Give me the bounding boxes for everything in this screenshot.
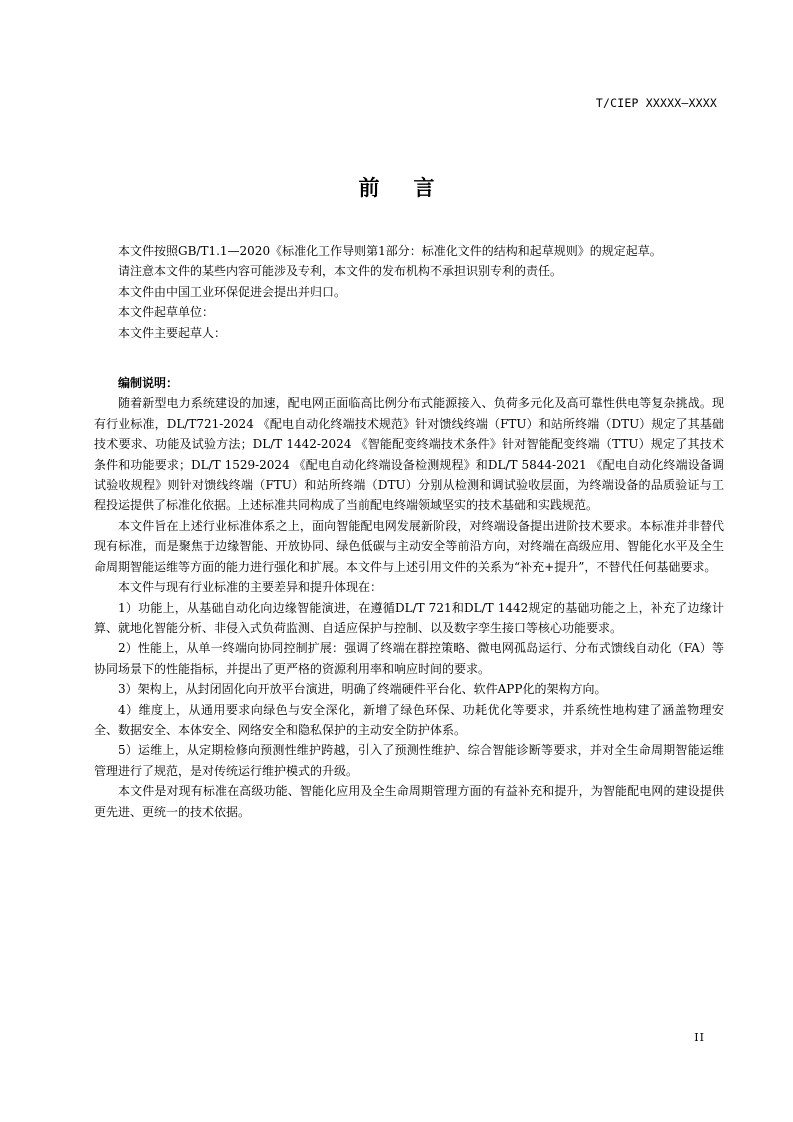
foreword-body: [94, 241, 724, 822]
intro-paragraph: 本文件由中国工业环保促进会提出并归口。: [118, 284, 347, 299]
note-heading: 编制说明：: [118, 376, 179, 391]
page-title: 前言: [358, 176, 469, 200]
note-paragraph: 2）性能上，从单一终端向协同控制扩展：强调了终端在群控策略、微电网孤岛运行、分布式馈线自动化（FA）等协同场景下的性能指标，并提出了更严格的资源利用率和响应时间的要求。: [94, 641, 724, 676]
note-paragraph: 1）功能上，从基础自动化向边缘智能演进，在遵循DL/T 721和DL/T 1442规定的基础功能之上，补充了边缘计算、就地化智能分析、非侵入式负荷监测、自适应保护与控制、以及数字孪生接口等核心功能要求。: [94, 600, 724, 635]
section-spacer: [94, 343, 724, 373]
intro-paragraph: 本文件主要起草人：: [118, 325, 227, 340]
note-paragraph: 3）架构上，从封闭固化向开放平台演进，明确了终端硬件平台化、软件APP化的架构方向。: [118, 682, 607, 697]
intro-paragraph: 本文件按照GB/T1.1—2020《标准化工作导则第1部分：标准化文件的结构和起草规则》的规定起草。: [118, 244, 662, 258]
note-paragraph: 本文件是对现有标准在高级功能、智能化应用及全生命周期管理方面的有益补充和提升，为智能配电网的建设提供更先进、更统一的技术依据。: [94, 784, 724, 819]
note-paragraph: 随着新型电力系统建设的加速，配电网正面临高比例分布式能源接入、负荷多元化及高可靠性供电等复杂挑战。现有行业标准，DL/T721-2024 《配电自动化终端技术规范》针对馈线终端（FTU）和站所终端（DTU）规定了其基础技术要求、功能及试验方法；DL/T 1442-2024 《智能配变终端技术条件》针对智能配变终端（TTU）规定了其技术条件和功能要求；DL/T 1529-2024 《配电自动化终端设备检测规程》和DL/T 5844-2021 《配电自动化终端设备调试验收规程》则针对馈线终端（FTU）和站所终端（DTU）分别从检测和调试验收层面，为终端设备的品质验证与工程投运提供了标准化依据。上述标准共同构成了当前配电终端领域坚实的技术基础和实践规范。: [94, 396, 724, 513]
note-paragraph: 4）维度上，从通用要求向绿色与安全深化，新增了绿色环保、功耗优化等要求，并系统性地构建了涵盖物理安全、数据安全、本体安全、网络安全和隐私保护的主动安全防护体系。: [94, 702, 724, 737]
document-code: T/CIEP XXXXX—XXXX: [595, 96, 717, 110]
intro-paragraph: 请注意本文件的某些内容可能涉及专利，本文件的发布机构不承担识别专利的责任。: [118, 264, 563, 279]
intro-paragraph: 本文件起草单位：: [118, 305, 215, 320]
note-paragraph: 本文件与现有行业标准的主要差异和提升体现在：: [118, 580, 383, 595]
page-number: II: [694, 1031, 705, 1044]
note-paragraph: 本文件旨在上述行业标准体系之上，面向智能配电网发展新阶段，对终端设备提出进阶技术要求。本标准并非替代现有标准，而是聚焦于边缘智能、开放协同、绿色低碳与主动安全等前沿方向，对终端在高级应用、智能化水平及全生命周期智能运维等方面的能力进行强化和扩展。本文件与上述引用文件的关系为“补充+提升”，不替代任何基础要求。: [94, 518, 724, 574]
note-paragraph: 5）运维上，从定期检修向预测性维护跨越，引入了预测性维护、综合智能诊断等要求，并对全生命周期智能运维管理进行了规范，是对传统运行维护模式的升级。: [94, 743, 724, 778]
